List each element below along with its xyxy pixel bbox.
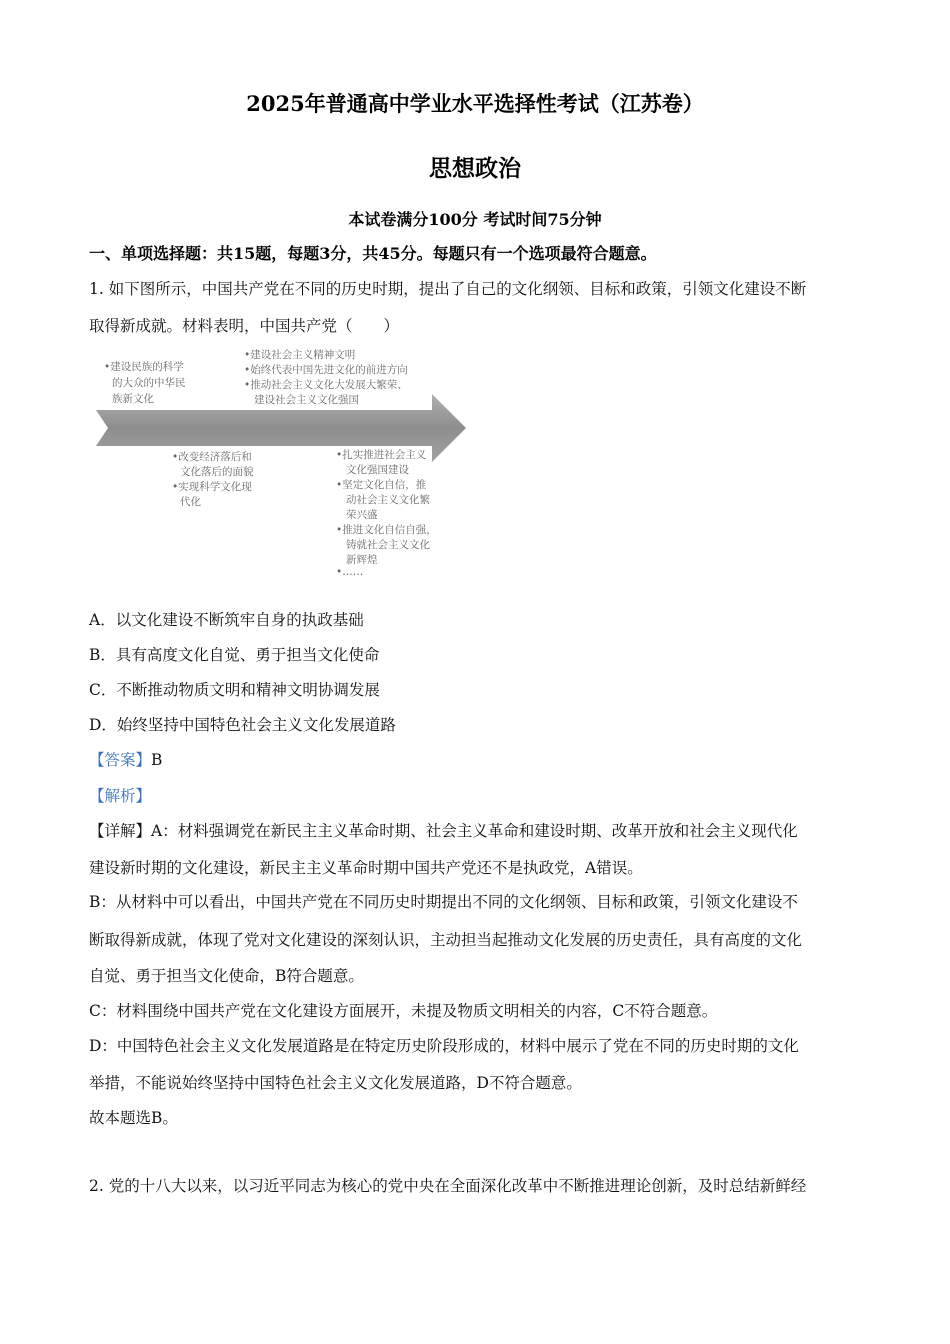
q1-option-a: A．以文化建设不断筑牢自身的执政基础 xyxy=(89,611,364,629)
fig-bl-line: 代化 xyxy=(180,496,201,508)
q1-timeline-figure xyxy=(92,344,468,576)
fig-bl-line: 文化落后的面貌 xyxy=(180,466,254,478)
detail-d-line2: 举措，不能说始终坚持中国特色社会主义文化发展道路，D不符合题意。 xyxy=(89,1074,582,1092)
detail-a-line2: 建设新时期的文化建设，新民主主义革命时期中国共产党还不是执政党，A错误。 xyxy=(89,859,643,877)
detail-a-text: A：材料强调党在新民主主义革命时期、社会主义革命和建设时期、改革开放和社会主义现代化 xyxy=(151,822,798,840)
detail-b-line1: B：从材料中可以看出，中国共产党在不同历史时期提出不同的文化纲领、目标和政策，引领文化建设不 xyxy=(89,893,798,911)
fig-tr-line: •推动社会主义文化大发展大繁荣、 xyxy=(244,379,408,391)
fig-bl-line: •改变经济落后和 xyxy=(172,451,252,463)
fig-tl-line: 的大众的中华民 xyxy=(112,377,186,389)
figure-bottom-right-block xyxy=(336,448,437,576)
q1-stem-line1: 1. 如下图所示，中国共产党在不同的历史时期，提出了自己的文化纲领、目标和政策，引领文化建设不断 xyxy=(89,280,807,298)
detail-d-line1: D：中国特色社会主义文化发展道路是在特定历史阶段形成的，材料中展示了党在不同的历史时期的文化 xyxy=(89,1037,799,1055)
fig-br-line: 铸就社会主义文化 xyxy=(346,539,430,551)
q1-answer xyxy=(89,748,162,770)
fig-bl-line: •实现科学文化现 xyxy=(172,481,252,493)
fig-br-line: 文化强国建设 xyxy=(346,464,409,476)
section-heading: 一、单项选择题：共15题，每题3分，共45分。每题只有一个选项最符合题意。 xyxy=(89,244,657,263)
fig-br-line: 荣兴盛 xyxy=(346,509,378,521)
q1-stem-line2: 取得新成就。材料表明，中国共产党（ ） xyxy=(89,317,400,335)
figure-bottom-left-block xyxy=(172,450,254,508)
detail-a-line1 xyxy=(89,819,798,841)
figure-top-left-block xyxy=(104,360,186,405)
fig-tl-line: •建设民族的科学 xyxy=(104,361,184,373)
exam-title: 2025年普通高中学业水平选择性考试（江苏卷） xyxy=(246,91,704,116)
fig-tl-line: 族新文化 xyxy=(112,393,154,405)
q2-stem-line1: 2. 党的十八大以来，以习近平同志为核心的党中央在全面深化改革中不断推进理论创新，及时总结新鲜经 xyxy=(89,1177,807,1195)
fig-br-line: 新辉煌 xyxy=(346,554,378,566)
detail-c: C：材料围绕中国共产党在文化建设方面展开，未提及物质文明相关的内容，C不符合题意。 xyxy=(89,1002,718,1020)
fig-tr-line: •始终代表中国先进文化的前进方向 xyxy=(244,364,408,376)
fig-tr-line: 建设社会主义文化强国 xyxy=(254,394,359,406)
fig-br-line: •推进文化自信自强， xyxy=(336,524,437,536)
fig-tr-line: •建设社会主义精神文明 xyxy=(244,349,356,361)
fig-br-line: •坚定文化自信，推 xyxy=(336,479,427,491)
analysis-label: 【解析】 xyxy=(89,787,152,805)
exam-info: 本试卷满分100分 考试时间75分钟 xyxy=(348,210,602,229)
answer-label: 【答案】 xyxy=(89,751,152,769)
fig-br-line: 动社会主义文化繁 xyxy=(346,494,430,506)
fig-br-line: •扎实推进社会主义 xyxy=(336,449,427,461)
detail-b-line2: 断取得新成就，体现了党对文化建设的深刻认识，主动担当起推动文化发展的历史责任，具有高度的文化 xyxy=(89,931,803,949)
q1-option-c: C．不断推动物质文明和精神文明协调发展 xyxy=(89,681,380,699)
q1-option-d: D．始终坚持中国特色社会主义文化发展道路 xyxy=(89,716,396,734)
figure-top-right-block xyxy=(244,348,408,406)
fig-br-line: •…… xyxy=(336,566,364,576)
detail-b-line3: 自觉、勇于担当文化使命，B符合题意。 xyxy=(89,967,364,985)
subject-title: 思想政治 xyxy=(429,155,521,182)
detail-label: 【详解】 xyxy=(89,822,152,840)
answer-value: B xyxy=(151,751,163,769)
q1-option-b: B．具有高度文化自觉、勇于担当文化使命 xyxy=(89,646,380,664)
conclusion: 故本题选B。 xyxy=(89,1109,178,1127)
